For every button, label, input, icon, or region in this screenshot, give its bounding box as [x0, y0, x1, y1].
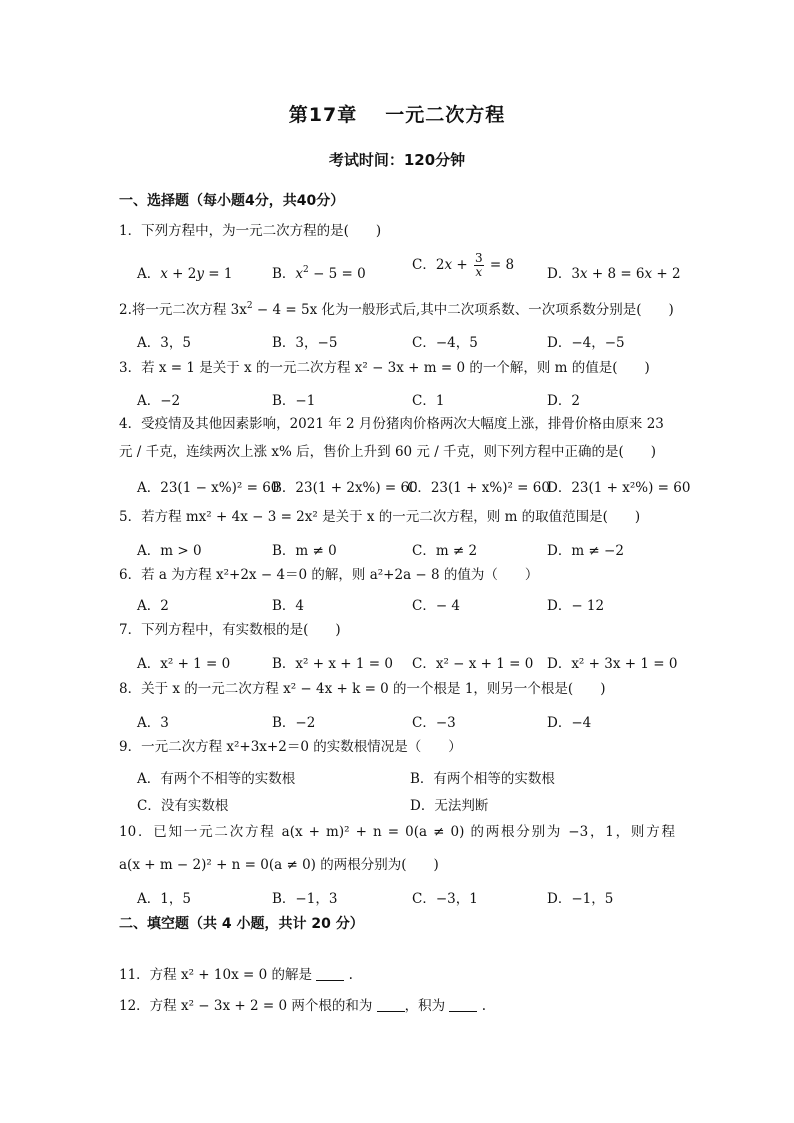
option-b: B．−2 [272, 715, 316, 731]
option-a: A．m > 0 [137, 543, 202, 559]
option-c: C．−3，1 [412, 891, 478, 907]
answer-blank[interactable] [316, 968, 344, 981]
option-b: B．3，−5 [272, 335, 338, 351]
page-title [0, 100, 794, 127]
option-d: D．−4 [547, 715, 592, 731]
question-4-options [137, 476, 697, 498]
question-9: 9．一元二次方程 x²+3x+2＝0 的实数根情况是（ ） [119, 739, 462, 755]
question-4-line-1: 4．受疫情及其他因素影响，2021 年 2 月份猪肉价格两次大幅度上涨，排骨价格由原来 23 [119, 416, 664, 432]
option-d: D．3x + 8 = 6x + 2 [547, 266, 681, 282]
option-d: D．2 [547, 393, 580, 409]
question-3: 3．若 x = 1 是关于 x 的一元二次方程 x² − 3x + m = 0 的一个解，则 m 的值是( ) [119, 360, 650, 376]
chapter-label: 第17章 [288, 104, 358, 126]
option-a: A．有两个不相等的实数根 [137, 771, 296, 787]
option-c: C．1 [412, 393, 445, 409]
option-b: B．m ≠ 0 [272, 543, 337, 559]
option-c: C．没有实数根 [137, 798, 229, 814]
option-b: B．4 [272, 598, 305, 614]
question-6: 6．若 a 为方程 x²+2x − 4＝0 的解，则 a²+2a − 8 的值为（ ） [119, 567, 539, 583]
option-a: A．3，5 [137, 335, 191, 351]
exam-time: 考试时间：120分钟 [328, 151, 466, 169]
answer-blank-sum[interactable] [377, 999, 405, 1012]
question-9-options-row-2 [137, 794, 697, 816]
option-b: B．有两个相等的实数根 [410, 771, 555, 787]
option-a: A．23(1 − x%)² = 60 [137, 480, 280, 496]
question-10-line-1: 10．已知一元二次方程 a(x + m)² + n = 0(a ≠ 0) 的两根分别为 −3，1，则方程 [119, 824, 675, 840]
option-d: D．−1，5 [547, 891, 614, 907]
option-c: C．2x + $\frac{3}{x}$ = 8 [412, 251, 515, 279]
option-a: A．−2 [137, 393, 181, 409]
option-c: C．−4，5 [412, 335, 478, 351]
question-5-options [137, 539, 697, 561]
option-b: B．−1，3 [272, 891, 338, 907]
option-a: A．1，5 [137, 891, 191, 907]
option-c: C．−3 [412, 715, 456, 731]
option-b: B．$x^2 - 5 = 0$ [272, 265, 366, 282]
question-2-options [137, 331, 697, 353]
option-d: D．m ≠ −2 [547, 543, 624, 559]
option-c: C．23(1 + x%)² = 60 [407, 480, 550, 496]
option-c: C．− 4 [412, 598, 461, 614]
option-c: C．m ≠ 2 [412, 543, 478, 559]
question-5: 5．若方程 mx² + 4x − 3 = 2x² 是关于 x 的一元二次方程，则 m 的取值范围是( ) [119, 509, 641, 525]
option-b: B．x² + x + 1 = 0 [272, 656, 393, 672]
option-a: A．x + 2y = 1 [137, 266, 233, 282]
option-d: D．23(1 + x²%) = 60 [547, 480, 691, 496]
question-9-options-row-1 [137, 767, 697, 789]
option-d: D．无法判断 [410, 798, 489, 814]
question-1: 1．下列方程中，为一元二次方程的是( ) [119, 223, 382, 239]
question-11: 11．方程 x² + 10x = 0 的解是 . [119, 967, 353, 983]
section-heading-fill: 二、填空题（共 4 小题，共计 20 分） [119, 916, 364, 932]
option-a: A．3 [137, 715, 169, 731]
answer-blank-product[interactable] [449, 999, 477, 1012]
option-d: D．x² + 3x + 1 = 0 [547, 656, 678, 672]
option-d: D．−4，−5 [547, 335, 625, 351]
option-c: C．x² − x + 1 = 0 [412, 656, 534, 672]
question-4-line-2: 元 / 千克，连续两次上涨 x% 后，售价上升到 60 元 / 千克，则下列方程中正确的是( ) [119, 444, 657, 460]
option-b: B．−1 [272, 393, 316, 409]
option-b: B．23(1 + 2x%) = 60 [272, 480, 418, 496]
section-heading-choice: 一、选择题（每小题4分，共40分） [119, 193, 345, 209]
option-a: A．x² + 1 = 0 [137, 656, 231, 672]
question-2: 2.将一元二次方程 $3x^2 - 4 = 5x$ 化为一般形式后,其中二次项系数、一次项系数分别是( ) [119, 301, 674, 318]
question-3-options [137, 389, 697, 411]
option-a: A．2 [137, 598, 169, 614]
option-d: D．− 12 [547, 598, 605, 614]
chapter-title: 一元二次方程 [385, 104, 506, 126]
question-7-options [137, 652, 697, 674]
question-8-options [137, 711, 697, 733]
question-12: 12．方程 x² − 3x + 2 = 0 两个根的和为 ，积为 . [119, 998, 487, 1014]
question-7: 7．下列方程中，有实数根的是( ) [119, 622, 341, 638]
question-10-options [137, 887, 697, 909]
question-1-options [137, 251, 697, 284]
question-8: 8．关于 x 的一元二次方程 x² − 4x + k = 0 的一个根是 1，则另一个根是( ) [119, 681, 606, 697]
question-6-options [137, 594, 697, 616]
question-10-line-2: a(x + m − 2)² + n = 0(a ≠ 0) 的两根分别为( ) [119, 857, 439, 873]
